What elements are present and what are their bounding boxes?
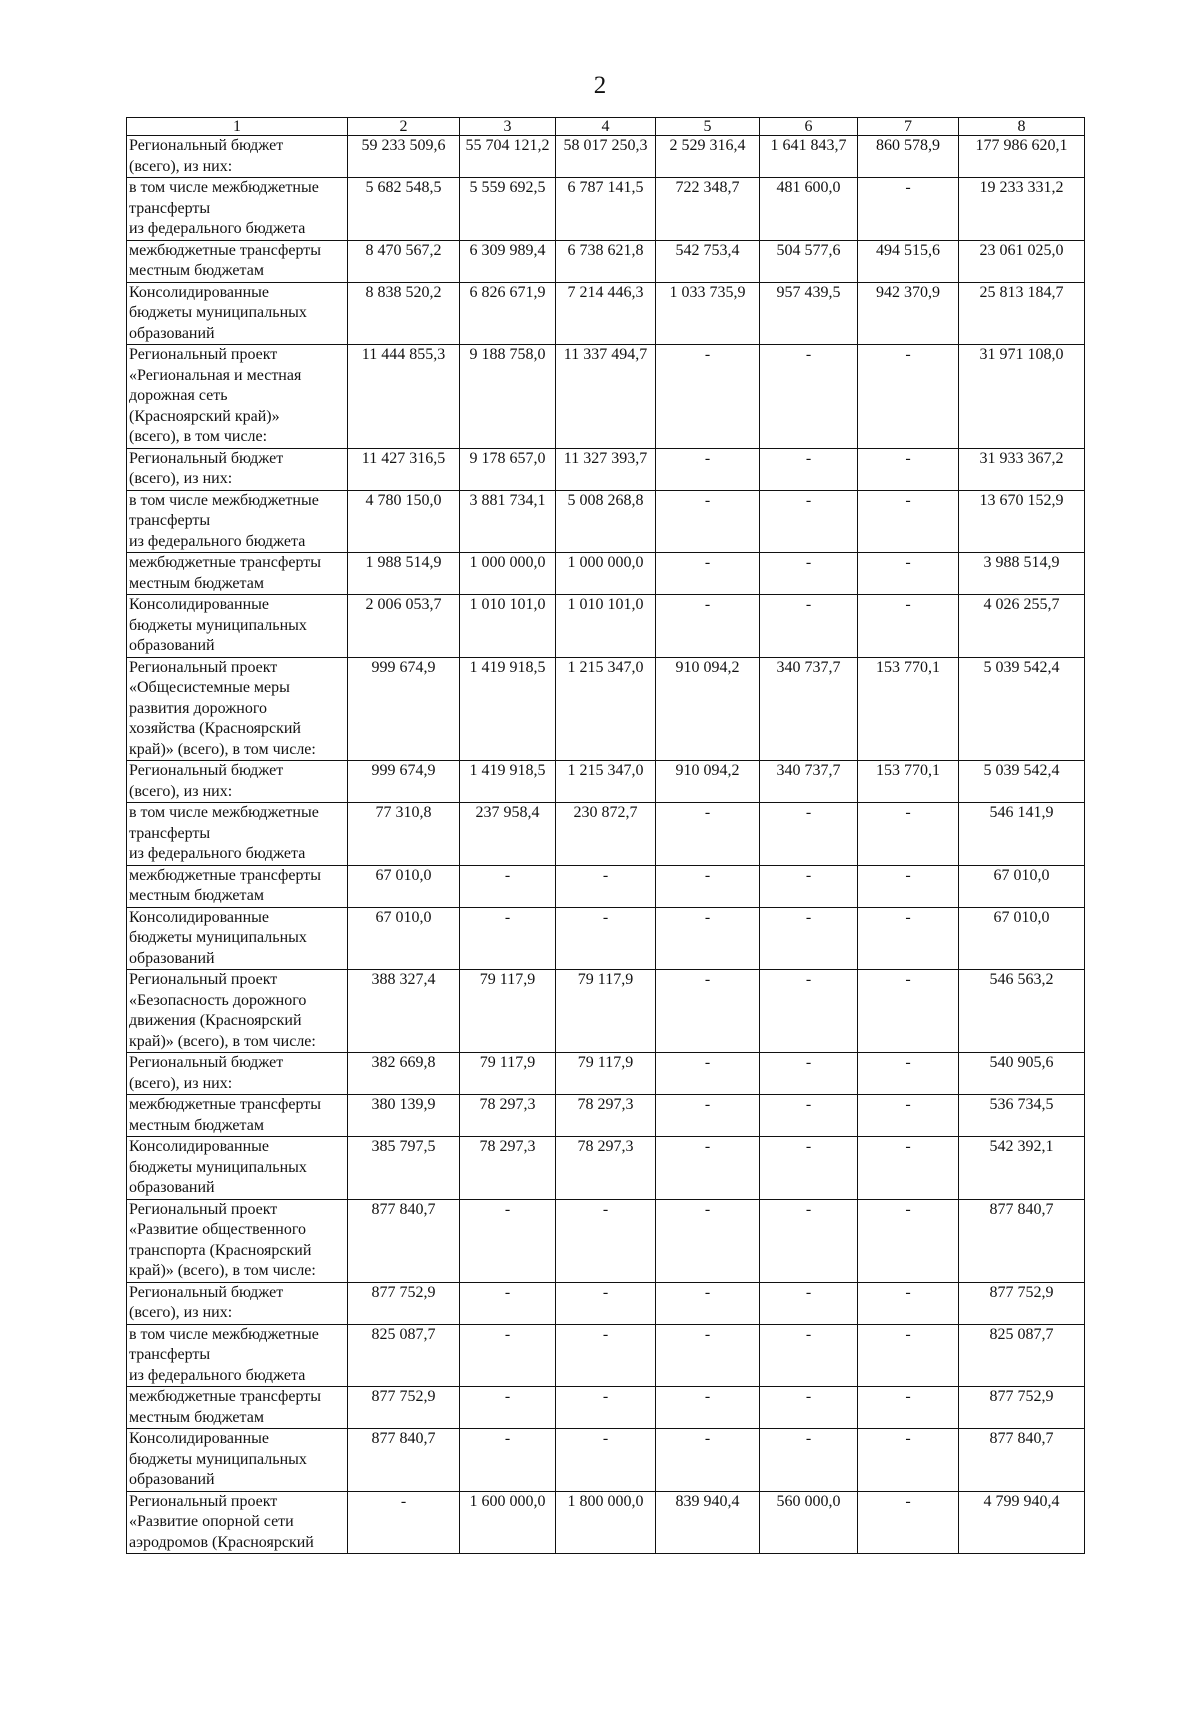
table-row [127, 1491, 1085, 1554]
table-row [127, 282, 1085, 345]
table-cell: - [760, 970, 858, 1053]
table-cell: 1 419 918,5 [460, 761, 556, 803]
table-cell: 77 310,8 [348, 803, 460, 866]
table-cell: 79 117,9 [460, 1053, 556, 1095]
table-cell: 877 840,7 [348, 1199, 460, 1282]
table-cell: - [656, 490, 760, 553]
table-cell: - [858, 865, 959, 907]
table-cell: 79 117,9 [460, 970, 556, 1053]
table-cell: 1 000 000,0 [460, 553, 556, 595]
table-cell: - [656, 1137, 760, 1200]
row-label: Консолидированные бюджеты муниципальных образований [127, 1429, 348, 1492]
table-cell: 382 669,8 [348, 1053, 460, 1095]
table-row [127, 1387, 1085, 1429]
table-cell: 2 006 053,7 [348, 595, 460, 658]
row-label: межбюджетные трансферты местным бюджетам [127, 553, 348, 595]
table-cell: - [858, 345, 959, 449]
table-cell: - [656, 595, 760, 658]
table-cell: - [656, 1429, 760, 1492]
row-label: Консолидированные бюджеты муниципальных образований [127, 907, 348, 970]
budget-table [126, 117, 1085, 1554]
table-cell: 58 017 250,3 [556, 136, 656, 178]
table-cell: - [858, 1324, 959, 1387]
table-cell: 877 840,7 [959, 1199, 1085, 1282]
table-row [127, 1282, 1085, 1324]
table-cell: - [556, 1199, 656, 1282]
table-cell: 6 309 989,4 [460, 240, 556, 282]
table-cell: 31 971 108,0 [959, 345, 1085, 449]
row-label: Региональный проект «Развитие общественного транспорта (Красноярский край)» (всего), в том числе: [127, 1199, 348, 1282]
table-cell: - [760, 865, 858, 907]
table-row [127, 907, 1085, 970]
table-cell: - [858, 448, 959, 490]
table-cell: - [760, 1137, 858, 1200]
table-cell: - [656, 1387, 760, 1429]
table-cell: - [656, 1282, 760, 1324]
table-cell: 877 752,9 [959, 1282, 1085, 1324]
table-row [127, 240, 1085, 282]
column-header: 4 [556, 118, 656, 136]
row-label: Региональный проект «Развитие опорной сети аэродромов (Красноярский [127, 1491, 348, 1554]
table-cell: 19 233 331,2 [959, 178, 1085, 241]
table-cell: - [760, 803, 858, 866]
table-row [127, 1324, 1085, 1387]
table-cell: 5 559 692,5 [460, 178, 556, 241]
table-cell: 3 988 514,9 [959, 553, 1085, 595]
table-cell: 877 752,9 [348, 1387, 460, 1429]
table-cell: - [760, 1053, 858, 1095]
table-cell: 560 000,0 [760, 1491, 858, 1554]
table-cell: 5 682 548,5 [348, 178, 460, 241]
table-cell: - [858, 1199, 959, 1282]
column-header: 2 [348, 118, 460, 136]
table-row [127, 490, 1085, 553]
table-cell: 11 327 393,7 [556, 448, 656, 490]
table-cell: 877 840,7 [348, 1429, 460, 1492]
table-cell: - [656, 1324, 760, 1387]
table-cell: 910 094,2 [656, 761, 760, 803]
table-cell: - [460, 865, 556, 907]
table-cell: 59 233 509,6 [348, 136, 460, 178]
table-cell: - [460, 1282, 556, 1324]
table-cell: 542 753,4 [656, 240, 760, 282]
table-cell: - [348, 1491, 460, 1554]
table-row [127, 553, 1085, 595]
table-row [127, 136, 1085, 178]
table-cell: 237 958,4 [460, 803, 556, 866]
column-header: 1 [127, 118, 348, 136]
table-cell: 999 674,9 [348, 657, 460, 761]
table-cell: 79 117,9 [556, 1053, 656, 1095]
table-cell: 13 670 152,9 [959, 490, 1085, 553]
table-cell: 3 881 734,1 [460, 490, 556, 553]
table-cell: 31 933 367,2 [959, 448, 1085, 490]
table-cell: - [760, 448, 858, 490]
table-cell: - [760, 1199, 858, 1282]
row-label: в том числе межбюджетные трансферты из федерального бюджета [127, 803, 348, 866]
table-cell: 877 840,7 [959, 1429, 1085, 1492]
table-cell: - [460, 1429, 556, 1492]
table-cell: 8 470 567,2 [348, 240, 460, 282]
table-cell: - [656, 970, 760, 1053]
table-cell: - [656, 345, 760, 449]
table-cell: 1 010 101,0 [460, 595, 556, 658]
table-cell: 78 297,3 [460, 1137, 556, 1200]
table-cell: 153 770,1 [858, 761, 959, 803]
table-cell: 5 039 542,4 [959, 761, 1085, 803]
table-cell: 1 010 101,0 [556, 595, 656, 658]
table-row [127, 178, 1085, 241]
table-cell: 25 813 184,7 [959, 282, 1085, 345]
row-label: Консолидированные бюджеты муниципальных образований [127, 595, 348, 658]
table-cell: - [858, 803, 959, 866]
table-cell: 67 010,0 [348, 907, 460, 970]
table-cell: 9 178 657,0 [460, 448, 556, 490]
table-cell: 542 392,1 [959, 1137, 1085, 1200]
table-cell: - [760, 1095, 858, 1137]
row-label: Региональный бюджет (всего), из них: [127, 761, 348, 803]
column-number-row [127, 118, 1085, 136]
table-cell: 4 780 150,0 [348, 490, 460, 553]
row-label: Региональный бюджет (всего), из них: [127, 1282, 348, 1324]
table-cell: 2 529 316,4 [656, 136, 760, 178]
table-row [127, 865, 1085, 907]
table-cell: 6 826 671,9 [460, 282, 556, 345]
column-header: 6 [760, 118, 858, 136]
table-cell: 4 026 255,7 [959, 595, 1085, 658]
row-label: в том числе межбюджетные трансферты из федерального бюджета [127, 490, 348, 553]
table-cell: 78 297,3 [460, 1095, 556, 1137]
table-cell: 504 577,6 [760, 240, 858, 282]
row-label: Региональный бюджет (всего), из них: [127, 448, 348, 490]
table-cell: 78 297,3 [556, 1095, 656, 1137]
table-row [127, 1095, 1085, 1137]
table-cell: - [858, 178, 959, 241]
table-cell: - [858, 1282, 959, 1324]
table-cell: - [656, 1095, 760, 1137]
table-row [127, 970, 1085, 1053]
table-cell: - [460, 1324, 556, 1387]
table-cell: - [858, 1491, 959, 1554]
table-cell: 388 327,4 [348, 970, 460, 1053]
table-cell: - [760, 1387, 858, 1429]
table-cell: - [656, 448, 760, 490]
table-row [127, 1199, 1085, 1282]
table-cell: 153 770,1 [858, 657, 959, 761]
table-cell: - [556, 1429, 656, 1492]
column-header: 8 [959, 118, 1085, 136]
page-number: 2 [593, 72, 607, 99]
table-cell: 540 905,6 [959, 1053, 1085, 1095]
table-cell: - [858, 1053, 959, 1095]
row-label: в том числе межбюджетные трансферты из федерального бюджета [127, 178, 348, 241]
table-body [127, 136, 1085, 1554]
table-cell: 8 838 520,2 [348, 282, 460, 345]
table-cell: - [858, 1429, 959, 1492]
table-cell: 722 348,7 [656, 178, 760, 241]
table-cell: 825 087,7 [348, 1324, 460, 1387]
table-cell: 481 600,0 [760, 178, 858, 241]
table-row [127, 345, 1085, 449]
table-row [127, 595, 1085, 658]
table-cell: 67 010,0 [348, 865, 460, 907]
table-row [127, 448, 1085, 490]
table-cell: - [656, 1053, 760, 1095]
table-cell: 546 563,2 [959, 970, 1085, 1053]
table-cell: 942 370,9 [858, 282, 959, 345]
table-cell: - [858, 907, 959, 970]
row-label: Консолидированные бюджеты муниципальных образований [127, 282, 348, 345]
column-header: 3 [460, 118, 556, 136]
column-header: 7 [858, 118, 959, 136]
table-cell: 6 787 141,5 [556, 178, 656, 241]
table-cell: - [760, 907, 858, 970]
table-row [127, 803, 1085, 866]
table-cell: - [760, 595, 858, 658]
table-cell: - [760, 1429, 858, 1492]
table-row [127, 1137, 1085, 1200]
table-cell: - [460, 1387, 556, 1429]
row-label: межбюджетные трансферты местным бюджетам [127, 240, 348, 282]
table-cell: 385 797,5 [348, 1137, 460, 1200]
table-cell: - [656, 907, 760, 970]
table-cell: - [460, 1199, 556, 1282]
table-cell: 825 087,7 [959, 1324, 1085, 1387]
table-cell: - [760, 490, 858, 553]
table-cell: 910 094,2 [656, 657, 760, 761]
table-cell: - [656, 803, 760, 866]
table-cell: 4 799 940,4 [959, 1491, 1085, 1554]
table-cell: - [556, 1387, 656, 1429]
table-row [127, 1053, 1085, 1095]
table-cell: - [760, 553, 858, 595]
table-cell: 1 000 000,0 [556, 553, 656, 595]
table-cell: 1 600 000,0 [460, 1491, 556, 1554]
table-cell: - [760, 345, 858, 449]
row-label: в том числе межбюджетные трансферты из федерального бюджета [127, 1324, 348, 1387]
table-cell: 839 940,4 [656, 1491, 760, 1554]
table-cell: - [656, 865, 760, 907]
table-cell: 1 033 735,9 [656, 282, 760, 345]
table-cell: - [556, 1324, 656, 1387]
table-cell: 1 215 347,0 [556, 657, 656, 761]
table-cell: - [760, 1282, 858, 1324]
row-label: Региональный проект «Общесистемные меры развития дорожного хозяйства (Красноярский край)» (всего), в том числе: [127, 657, 348, 761]
table-cell: - [656, 553, 760, 595]
table-cell: 340 737,7 [760, 657, 858, 761]
table-cell: - [556, 907, 656, 970]
table-cell: - [656, 1199, 760, 1282]
table-row [127, 1429, 1085, 1492]
row-label: межбюджетные трансферты местным бюджетам [127, 865, 348, 907]
table-cell: 11 444 855,3 [348, 345, 460, 449]
table-cell: 23 061 025,0 [959, 240, 1085, 282]
column-header: 5 [656, 118, 760, 136]
table-cell: - [858, 553, 959, 595]
row-label: Региональный проект «Безопасность дорожного движения (Красноярский край)» (всего), в том числе: [127, 970, 348, 1053]
table-cell: 5 039 542,4 [959, 657, 1085, 761]
table-cell: - [858, 595, 959, 658]
row-label: межбюджетные трансферты местным бюджетам [127, 1095, 348, 1137]
row-label: межбюджетные трансферты местным бюджетам [127, 1387, 348, 1429]
table-cell: 9 188 758,0 [460, 345, 556, 449]
table-cell: - [760, 1324, 858, 1387]
row-label: Региональный бюджет (всего), из них: [127, 136, 348, 178]
row-label: Региональный бюджет (всего), из них: [127, 1053, 348, 1095]
table-row [127, 657, 1085, 761]
table-cell: - [460, 907, 556, 970]
table-cell: - [858, 490, 959, 553]
table-cell: 67 010,0 [959, 907, 1085, 970]
table-cell: 999 674,9 [348, 761, 460, 803]
table-cell: 494 515,6 [858, 240, 959, 282]
table-cell: 67 010,0 [959, 865, 1085, 907]
table-cell: - [858, 1095, 959, 1137]
table-cell: 877 752,9 [959, 1387, 1085, 1429]
table-cell: 7 214 446,3 [556, 282, 656, 345]
table-cell: - [858, 970, 959, 1053]
table-cell: 1 641 843,7 [760, 136, 858, 178]
table-cell: 340 737,7 [760, 761, 858, 803]
table-cell: 546 141,9 [959, 803, 1085, 866]
table-cell: - [556, 865, 656, 907]
table-cell: - [556, 1282, 656, 1324]
table-row [127, 761, 1085, 803]
table-cell: 1 800 000,0 [556, 1491, 656, 1554]
table-cell: 860 578,9 [858, 136, 959, 178]
table-cell: 55 704 121,2 [460, 136, 556, 178]
table-cell: 1 988 514,9 [348, 553, 460, 595]
table-cell: 6 738 621,8 [556, 240, 656, 282]
table-cell: - [858, 1137, 959, 1200]
table-cell: 536 734,5 [959, 1095, 1085, 1137]
row-label: Консолидированные бюджеты муниципальных образований [127, 1137, 348, 1200]
table-cell: 1 215 347,0 [556, 761, 656, 803]
table-cell: 957 439,5 [760, 282, 858, 345]
table-cell: 1 419 918,5 [460, 657, 556, 761]
table-cell: 230 872,7 [556, 803, 656, 866]
table-cell: 11 427 316,5 [348, 448, 460, 490]
table-cell: - [858, 1387, 959, 1429]
table-cell: 11 337 494,7 [556, 345, 656, 449]
table-cell: 79 117,9 [556, 970, 656, 1053]
table-cell: 177 986 620,1 [959, 136, 1085, 178]
row-label: Региональный проект «Региональная и местная дорожная сеть (Красноярский край)» (всего), в том числе: [127, 345, 348, 449]
table-cell: 78 297,3 [556, 1137, 656, 1200]
table-cell: 380 139,9 [348, 1095, 460, 1137]
table-cell: 5 008 268,8 [556, 490, 656, 553]
table-cell: 877 752,9 [348, 1282, 460, 1324]
